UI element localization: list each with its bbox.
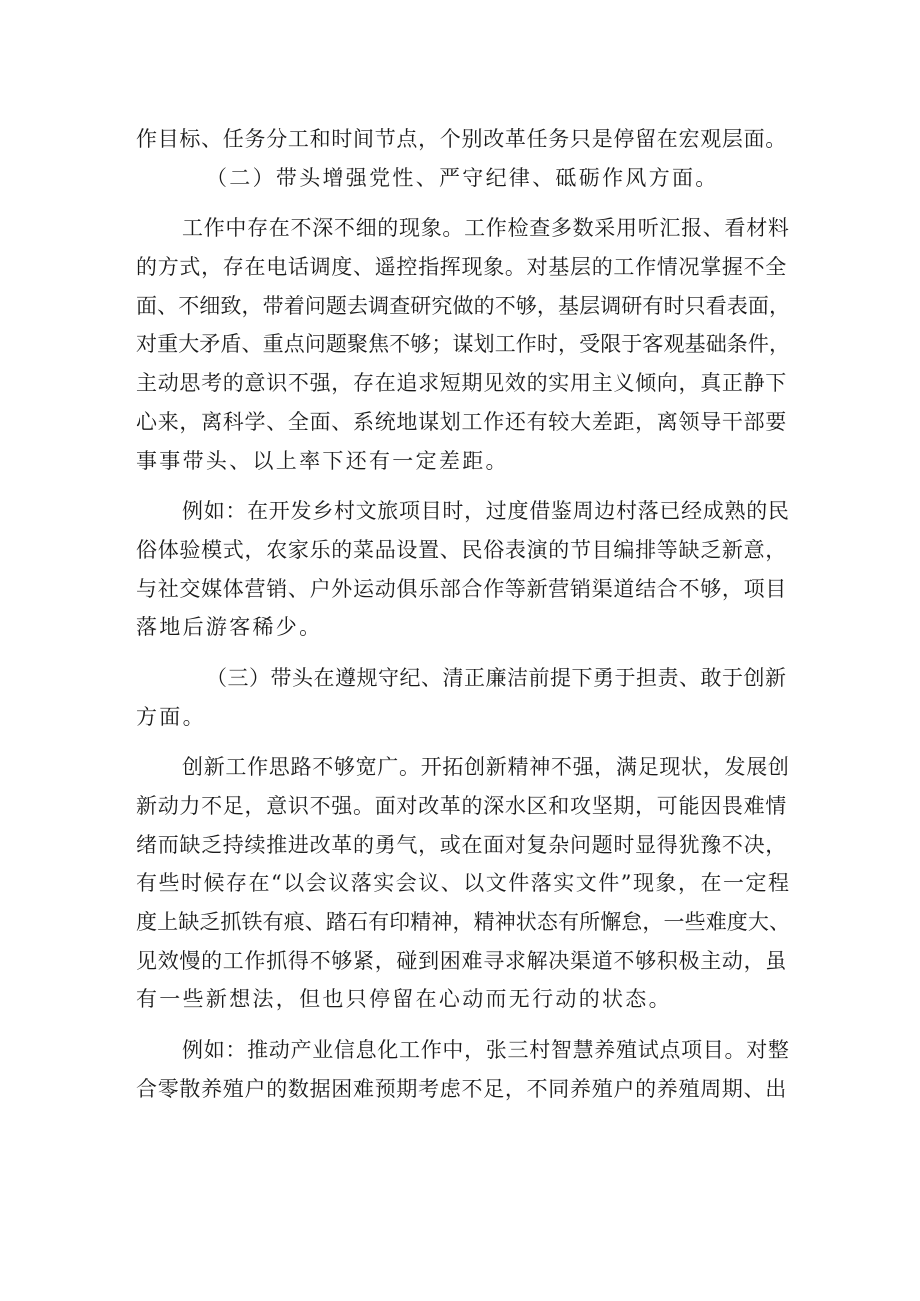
text-line: 例如：在开发乡村文旅项目时，过度借鉴周边村落已经成熟的民 (182, 499, 790, 524)
text-line: 心来，离科学、全面、系统地谋划工作还有较大差距，离领导干部要 (136, 409, 787, 434)
paragraph-style-issue (136, 209, 791, 480)
paragraph-gap (136, 197, 791, 209)
text-line: （三）带头在遵规守纪、清正廉洁前提下勇于担责、敢于创新 (206, 665, 787, 690)
paragraph-example-tourism (136, 492, 791, 647)
text-line: （二）带头增强党性、严守纪律、砥砺作风方面。 (206, 165, 719, 190)
text-line: 事事带头、以上率下还有一定差距。 (136, 448, 509, 473)
paragraph-gap (136, 480, 791, 492)
text-line: 创新工作思路不够宽广。开拓创新精神不强，满足现状，发展创 (182, 755, 790, 780)
text-line: 有些时候存在“以会议落实会议、以文件落实文件”现象，在一定程 (136, 871, 791, 896)
document-body (136, 120, 791, 1109)
text-line: 见效慢的工作抓得不够紧，碰到困难寻求解决渠道不够积极主动，虽 (136, 948, 787, 973)
text-line: 绪而缺乏持续推进改革的勇气，或在面对复杂问题时显得犹豫不决， (136, 832, 787, 857)
text-line: 度上缺乏抓铁有痕、踏石有印精神，精神状态有所懈怠，一些难度大、 (136, 910, 791, 935)
paragraph-example-farming (136, 1031, 791, 1108)
text-line: 作目标、任务分工和时间节点，个别改革任务只是停留在宏观层面。 (136, 127, 787, 151)
section-heading-2 (136, 159, 791, 198)
paragraph-innovation-issue (136, 748, 791, 1019)
paragraph-gap (136, 736, 791, 748)
text-line: 俗体验模式，农家乐的菜品设置、民俗表演的节目编排等缺乏新意， (136, 537, 787, 562)
text-line: 工作中存在不深不细的现象。工作检查多数采用听汇报、看材料 (182, 216, 790, 241)
paragraph-gap (136, 1019, 791, 1031)
text-line: 的方式，存在电话调度、遥控指挥现象。对基层的工作情况掌握不全 (136, 255, 787, 280)
text-line: 有一些新想法，但也只停留在心动而无行动的状态。 (136, 987, 672, 1012)
text-line: 新动力不足，意识不强。面对改革的深水区和攻坚期，可能因畏难情 (136, 794, 787, 818)
paragraph-gap (136, 647, 791, 659)
paragraph-continued (136, 120, 791, 159)
text-line: 面、不细致，带着问题去调查研究做的不够，基层调研有时只看表面， (136, 293, 791, 318)
section-heading-3 (136, 659, 791, 736)
text-line: 方面。 (136, 704, 206, 729)
text-line: 例如：推动产业信息化工作中，张三村智慧养殖试点项目。对整 (182, 1038, 790, 1063)
text-line: 主动思考的意识不强，存在追求短期见效的实用主义倾向，真正静下 (136, 371, 787, 396)
text-line: 与社交媒体营销、户外运动俱乐部合作等新营销渠道结合不够，项目 (136, 576, 787, 601)
text-line: 落地后游客稀少。 (136, 615, 323, 640)
text-line: 对重大矛盾、重点问题聚焦不够；谋划工作时，受限于客观基础条件， (136, 332, 791, 357)
text-line: 合零散养殖户的数据困难预期考虑不足，不同养殖户的养殖周期、出 (136, 1076, 787, 1101)
